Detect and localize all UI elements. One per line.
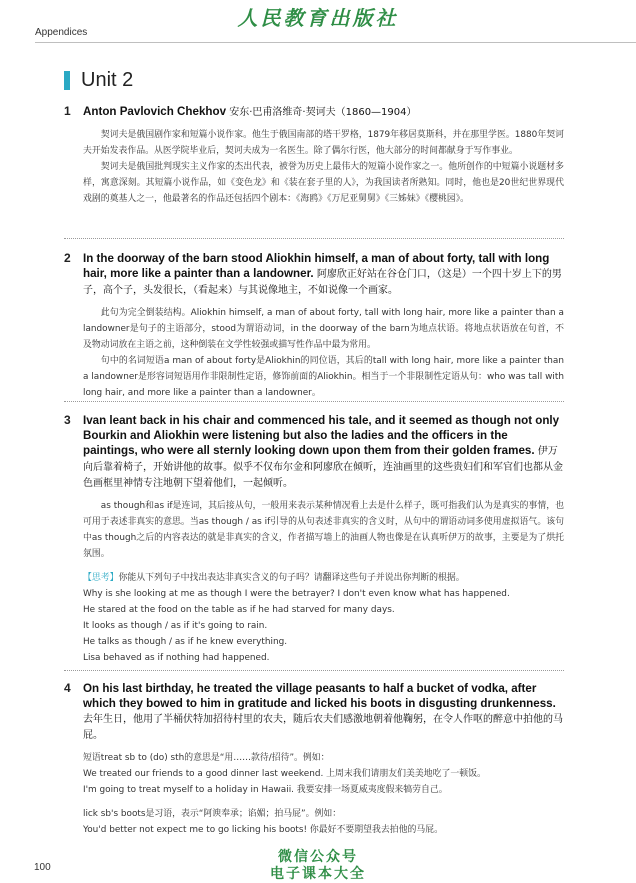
entry-heading	[83, 251, 564, 298]
entry-body	[83, 305, 564, 401]
running-head: Appendices	[35, 27, 88, 38]
entry-heading	[83, 413, 564, 491]
header-rule	[35, 42, 636, 43]
example-sentence: He talks as though / as if he knew everything.	[83, 637, 288, 647]
example-sentence: I'm going to treat myself to a holiday in Hawaii. 我要安排一场夏威夷度假来犒劳自己。	[83, 785, 448, 795]
entry-number: 3	[64, 413, 71, 427]
entry-body	[83, 127, 564, 207]
entry-paragraph: 此句为完全倒装结构。Aliokhin himself, a man of about forty, tall with long hair, more like a painter than a landowner是句子的主语部分，stood为谓语动词，in the doorway of the barn为地点状语。将地点状语放在句首，不及物动词放在主语之前，这种倒装在文学性较强或描写性作品中最为常用。	[83, 308, 564, 350]
note-entry-3	[64, 413, 564, 666]
example-sentence: We treated our friends to a good dinner last weekend. 上周末我们请朋友们美美地吃了一顿饭。	[83, 769, 486, 779]
entry-heading	[83, 681, 564, 743]
section-divider	[64, 670, 564, 671]
think-question-text: 你能从下列句子中找出表达非真实含义的句子吗？请翻译这些句子并说出你判断的根据。	[118, 573, 465, 583]
entry-heading-en: On his last birthday, he treated the village peasants to half a bucket of vodka, after which they bowed to him in gratitude and licked his boots in disgusting drunkenness.	[83, 682, 556, 710]
note-entry-2	[64, 251, 564, 401]
unit-title: Unit 2	[81, 69, 134, 91]
entry-heading-en: Anton Pavlovich Chekhov	[83, 105, 227, 118]
note-entry-1	[64, 104, 564, 207]
entry-heading	[83, 104, 564, 120]
think-box	[83, 570, 564, 666]
entry-paragraph: lick sb's boots是习语，表示“阿谀奉承；谄媚；拍马屁”。例如：	[83, 809, 342, 819]
watermark-line-1: 微信公众号	[278, 849, 358, 865]
think-question	[83, 570, 564, 586]
entry-body	[83, 750, 564, 838]
entry-number: 4	[64, 681, 71, 695]
entry-heading-en: Ivan leant back in his chair and commenced his tale, and it seemed as though not only Bourkin and Aliokhin were listening but also the ladies and the officers in the paintings, who were all sternly looking down upon them from their golden frames.	[83, 414, 560, 457]
entry-heading-cn: 安东·巴甫洛维奇·契诃夫（1860—1904）	[229, 107, 417, 118]
note-entry-4	[64, 681, 564, 838]
example-sentence: It looks as though / as if it's going to rain.	[83, 621, 268, 631]
watermark-line-2: 电子课本大全	[270, 866, 366, 882]
entry-number: 2	[64, 251, 71, 265]
entry-paragraph: as though和as if是连词，其后接从句，一般用来表示某种情况看上去是什么样子，既可指我们认为是真实的事情，也可用于表述非真实的意思。当as though / as if引导的从句表述非真实的含义时，从句中的谓语动词多使用虚拟语气。该句中as though之后的内容表达的就是非真实的含义，作者描写墙上的油画人物也像是在认真听伊万的故事，主要是为了烘托氛围。	[83, 501, 564, 559]
entry-paragraph: 契诃夫是俄国剧作家和短篇小说作家。他生于俄国南部的塔干罗格，1879年移居莫斯科，并在那里学医。1880年契诃夫开始发表作品。从医学院毕业后，契诃夫成为一名医生。除了偶尔行医，他大部分的时间都献身于写作事业。	[83, 130, 564, 156]
entry-heading-en: In the doorway of the barn stood Aliokhin himself, a man of about forty, tall with long hair, more like a painter than a landowner.	[83, 252, 550, 280]
entry-number: 1	[64, 104, 71, 118]
entry-heading-cn: 阿廖欣正好站在谷仓门口，（这是）一个四十岁上下的男子，高个子，头发很长，（看起来）与其说像地主，不如说像一个画家。	[83, 269, 562, 296]
publisher-logo: 人民教育出版社	[237, 6, 399, 30]
entry-paragraph: 短语treat sb to (do) sth的意思是“用……款待/招待”。例如：	[83, 753, 330, 763]
example-sentence: He stared at the food on the table as if he had starved for many days.	[83, 605, 395, 615]
entry-paragraph: 契诃夫是俄国批判现实主义作家的杰出代表，被誉为历史上最伟大的短篇小说作家之一。他所创作的中短篇小说题材多样，寓意深刻。其短篇小说作品，如《变色龙》和《装在套子里的人》，为我国读者所熟知。同时，他也是20世纪世界现代戏剧的奠基人之一，他最著名的作品还包括四个剧本：《海鸥》《万尼亚舅舅》《三姊妹》《樱桃园》。	[83, 162, 564, 204]
entry-body	[83, 498, 564, 666]
example-sentence: You'd better not expect me to go licking his boots! 你最好不要期望我去拍他的马屁。	[83, 825, 444, 835]
section-divider	[64, 401, 564, 402]
entry-heading-cn: 伊万向后靠着椅子，开始讲他的故事。似乎不仅布尔金和阿廖欣在倾听，连油画里的这些贵妇们和军官们也都从金色画框里神情专注地朝下望着他们，一起倾听。	[83, 446, 563, 489]
page-number: 100	[34, 862, 51, 873]
entry-heading-cn: 去年生日，他用了半桶伏特加招待村里的农夫，随后农夫们感激地朝着他鞠躬，在令人作呕的醉意中拍他的马屁。	[83, 714, 563, 741]
section-divider	[64, 238, 564, 239]
unit-accent-bar	[64, 71, 70, 90]
entry-paragraph: 句中的名词短语a man of about forty是Aliokhin的同位语，其后的tall with long hair, more like a painter than a landowner是形容词短语用作非限制性定语，修饰前面的Aliokhin。相当于一个非限制性定语从句：who was tall with long hair, and more like a painter than a landowner。	[83, 356, 564, 398]
think-tag: 【思考】	[83, 573, 119, 583]
example-sentence: Lisa behaved as if nothing had happened.	[83, 653, 270, 663]
example-sentence: Why is she looking at me as though I were the betrayer? I don't even know what has happened.	[83, 589, 510, 599]
